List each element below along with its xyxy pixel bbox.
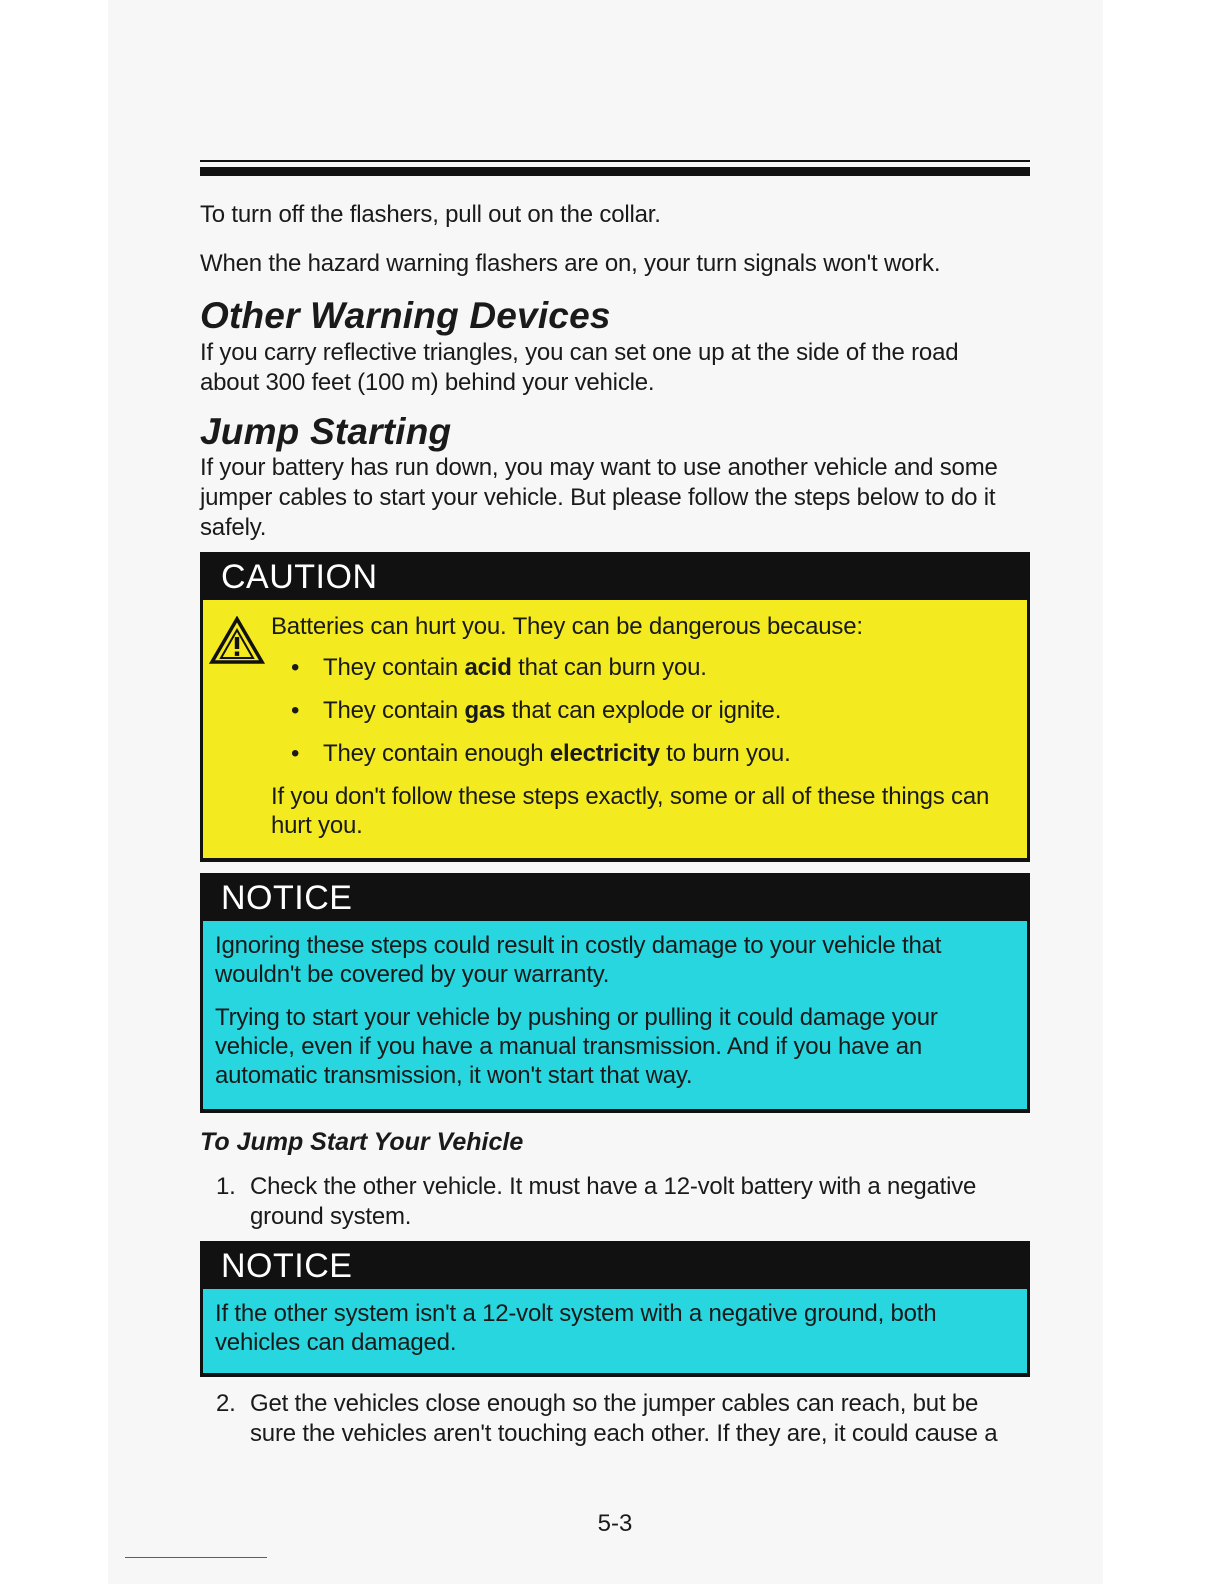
step-1: 1. Check the other vehicle. It must have a 12-volt battery with a negative ground system.: [216, 1173, 977, 1230]
step-list-1: [216, 1172, 1016, 1232]
notice-warranty-text: Ignoring these steps could result in costly damage to your vehicle that wouldn't be covered by your warranty.: [215, 932, 942, 988]
paragraph-jump-intro: If your battery has run down, you may want to use another vehicle and some jumper cables to start your vehicle. But please follow the steps below to do it safely.: [200, 454, 998, 541]
notice-title: NOTICE: [221, 879, 353, 917]
warning-triangle-icon: [209, 616, 265, 666]
step-list-2: [216, 1389, 1016, 1449]
caution-box: [200, 552, 1030, 862]
page-number: 5-3: [597, 1510, 633, 1537]
caution-bullet-gas: • They contain gas that can explode or ignite.: [291, 696, 997, 725]
paragraph-flashers-on: When the hazard warning flashers are on, your turn signals won't work.: [200, 250, 941, 277]
subheading-to-jump-start: To Jump Start Your Vehicle: [200, 1128, 524, 1156]
caution-outro: If you don't follow these steps exactly, some or all of these things can hurt you.: [271, 783, 990, 839]
notice-negative-ground-text: If the other system isn't a 12-volt system with a negative ground, both vehicles can damaged.: [215, 1300, 937, 1356]
heading-jump-starting: Jump Starting: [200, 411, 452, 452]
notice-title: NOTICE: [221, 1247, 353, 1285]
caution-body: [203, 600, 1027, 858]
heading-other-warning-devices: Other Warning Devices: [200, 295, 611, 336]
caution-bullet-acid: • They contain acid that can burn you.: [291, 653, 997, 682]
caution-title: CAUTION: [221, 558, 378, 596]
caution-bullet-electricity: • They contain enough electricity to burn you.: [291, 739, 997, 768]
notice-box-negative-ground: [200, 1241, 1030, 1377]
caution-bullet-list: [291, 653, 997, 768]
notice-body: [203, 921, 1027, 1109]
paragraph-reflective-triangles: If you carry reflective triangles, you can set one up at the side of the road about 300 feet (100 m) behind your vehicle.: [200, 339, 959, 396]
notice-box-warranty: [200, 873, 1030, 1113]
paragraph-flashers-off: To turn off the flashers, pull out on the collar.: [200, 201, 661, 228]
notice-body: [203, 1289, 1027, 1373]
footer-line: [125, 1557, 267, 1558]
caution-intro: Batteries can hurt you. They can be dangerous because:: [271, 613, 863, 640]
top-rule-thin: [200, 160, 1030, 162]
top-rule-thick: [200, 167, 1030, 176]
step-2: 2. Get the vehicles close enough so the jumper cables can reach, but be sure the vehicles aren't touching each other. If they are, it could cause a: [216, 1390, 998, 1447]
notice-push-start-text: Trying to start your vehicle by pushing or pulling it could damage your vehicle, even if you have a manual transmission. And if you have an automatic transmission, it won't start that way.: [215, 1004, 938, 1089]
